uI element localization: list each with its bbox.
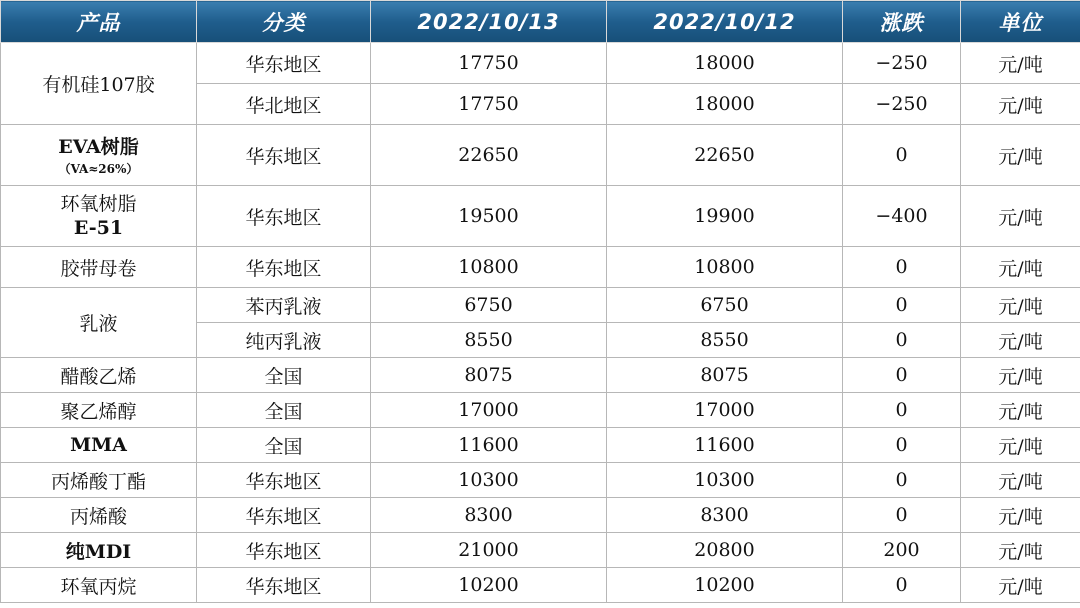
change-cell: 0	[843, 288, 961, 323]
header-date-2: 2022/10/12	[607, 1, 843, 43]
price-date-2-cell: 6750	[607, 288, 843, 323]
table-row	[1, 568, 1080, 603]
change-cell: 0	[843, 358, 961, 393]
region-cell: 华东地区	[197, 498, 371, 533]
region-cell: 华东地区	[197, 568, 371, 603]
table-row	[1, 533, 1080, 568]
header-date-1: 2022/10/13	[371, 1, 607, 43]
region-cell: 纯丙乳液	[197, 323, 371, 358]
change-cell: 200	[843, 533, 961, 568]
price-date-2-cell: 10200	[607, 568, 843, 603]
product-cell: 环氧丙烷	[1, 568, 197, 603]
change-cell: 0	[843, 568, 961, 603]
product-name: EVA树脂	[58, 135, 139, 158]
change-cell: 0	[843, 393, 961, 428]
price-date-1-cell: 19500	[371, 186, 607, 247]
price-date-2-cell: 18000	[607, 43, 843, 84]
region-cell: 华东地区	[197, 186, 371, 247]
price-date-2-cell: 19900	[607, 186, 843, 247]
header-change: 涨跌	[843, 1, 961, 43]
price-date-1-cell: 6750	[371, 288, 607, 323]
product-cell: 醋酸乙烯	[1, 358, 197, 393]
region-cell: 华东地区	[197, 247, 371, 288]
product-cell: 有机硅107胶	[1, 43, 197, 125]
product-cell	[1, 186, 197, 247]
header-category: 分类	[197, 1, 371, 43]
unit-cell: 元/吨	[961, 125, 1080, 186]
price-date-2-cell: 8075	[607, 358, 843, 393]
price-date-1-cell: 8075	[371, 358, 607, 393]
unit-cell: 元/吨	[961, 43, 1080, 84]
price-date-2-cell: 10300	[607, 463, 843, 498]
price-date-1-cell: 10800	[371, 247, 607, 288]
price-date-1-cell: 8300	[371, 498, 607, 533]
unit-cell: 元/吨	[961, 186, 1080, 247]
region-cell: 华东地区	[197, 125, 371, 186]
product-subname: （VA≈26%）	[58, 161, 139, 176]
price-date-2-cell: 22650	[607, 125, 843, 186]
product-subname: E-51	[73, 217, 124, 239]
product-cell: MMA	[1, 428, 197, 463]
price-date-2-cell: 10800	[607, 247, 843, 288]
price-date-2-cell: 8550	[607, 323, 843, 358]
region-cell: 华东地区	[197, 533, 371, 568]
price-date-1-cell: 10300	[371, 463, 607, 498]
product-cell: 胶带母卷	[1, 247, 197, 288]
price-date-2-cell: 11600	[607, 428, 843, 463]
product-name: 环氧树脂	[60, 193, 137, 215]
change-cell: 0	[843, 125, 961, 186]
unit-cell: 元/吨	[961, 428, 1080, 463]
table-row	[1, 358, 1080, 393]
unit-cell: 元/吨	[961, 393, 1080, 428]
price-date-2-cell: 17000	[607, 393, 843, 428]
change-cell: −250	[843, 43, 961, 84]
region-cell: 全国	[197, 428, 371, 463]
header-unit: 单位	[961, 1, 1080, 43]
unit-cell: 元/吨	[961, 247, 1080, 288]
product-cell: 丙烯酸丁酯	[1, 463, 197, 498]
table-row	[1, 125, 1080, 186]
unit-cell: 元/吨	[961, 358, 1080, 393]
unit-cell: 元/吨	[961, 84, 1080, 125]
unit-cell: 元/吨	[961, 288, 1080, 323]
price-date-2-cell: 8300	[607, 498, 843, 533]
table-row	[1, 247, 1080, 288]
table-row	[1, 428, 1080, 463]
region-cell: 华东地区	[197, 463, 371, 498]
change-cell: 0	[843, 428, 961, 463]
region-cell: 华北地区	[197, 84, 371, 125]
table-row	[1, 498, 1080, 533]
price-date-2-cell: 20800	[607, 533, 843, 568]
table-row	[1, 186, 1080, 247]
table-row	[1, 463, 1080, 498]
change-cell: −400	[843, 186, 961, 247]
table-row	[1, 393, 1080, 428]
price-date-1-cell: 11600	[371, 428, 607, 463]
unit-cell: 元/吨	[961, 533, 1080, 568]
change-cell: 0	[843, 247, 961, 288]
table-row	[1, 43, 1080, 84]
region-cell: 华东地区	[197, 43, 371, 84]
product-cell: 纯MDI	[1, 533, 197, 568]
price-date-1-cell: 21000	[371, 533, 607, 568]
region-cell: 全国	[197, 393, 371, 428]
unit-cell: 元/吨	[961, 463, 1080, 498]
region-cell: 苯丙乳液	[197, 288, 371, 323]
product-cell	[1, 125, 197, 186]
table-row	[1, 288, 1080, 323]
price-date-1-cell: 8550	[371, 323, 607, 358]
price-date-1-cell: 17750	[371, 43, 607, 84]
header-product: 产品	[1, 1, 197, 43]
product-cell: 聚乙烯醇	[1, 393, 197, 428]
change-cell: 0	[843, 463, 961, 498]
product-cell: 乳液	[1, 288, 197, 358]
product-cell: 丙烯酸	[1, 498, 197, 533]
unit-cell: 元/吨	[961, 323, 1080, 358]
unit-cell: 元/吨	[961, 568, 1080, 603]
change-cell: 0	[843, 323, 961, 358]
price-date-2-cell: 18000	[607, 84, 843, 125]
change-cell: −250	[843, 84, 961, 125]
price-date-1-cell: 22650	[371, 125, 607, 186]
change-cell: 0	[843, 498, 961, 533]
price-date-1-cell: 17750	[371, 84, 607, 125]
region-cell: 全国	[197, 358, 371, 393]
price-date-1-cell: 17000	[371, 393, 607, 428]
header-row	[1, 1, 1080, 43]
price-date-1-cell: 10200	[371, 568, 607, 603]
unit-cell: 元/吨	[961, 498, 1080, 533]
